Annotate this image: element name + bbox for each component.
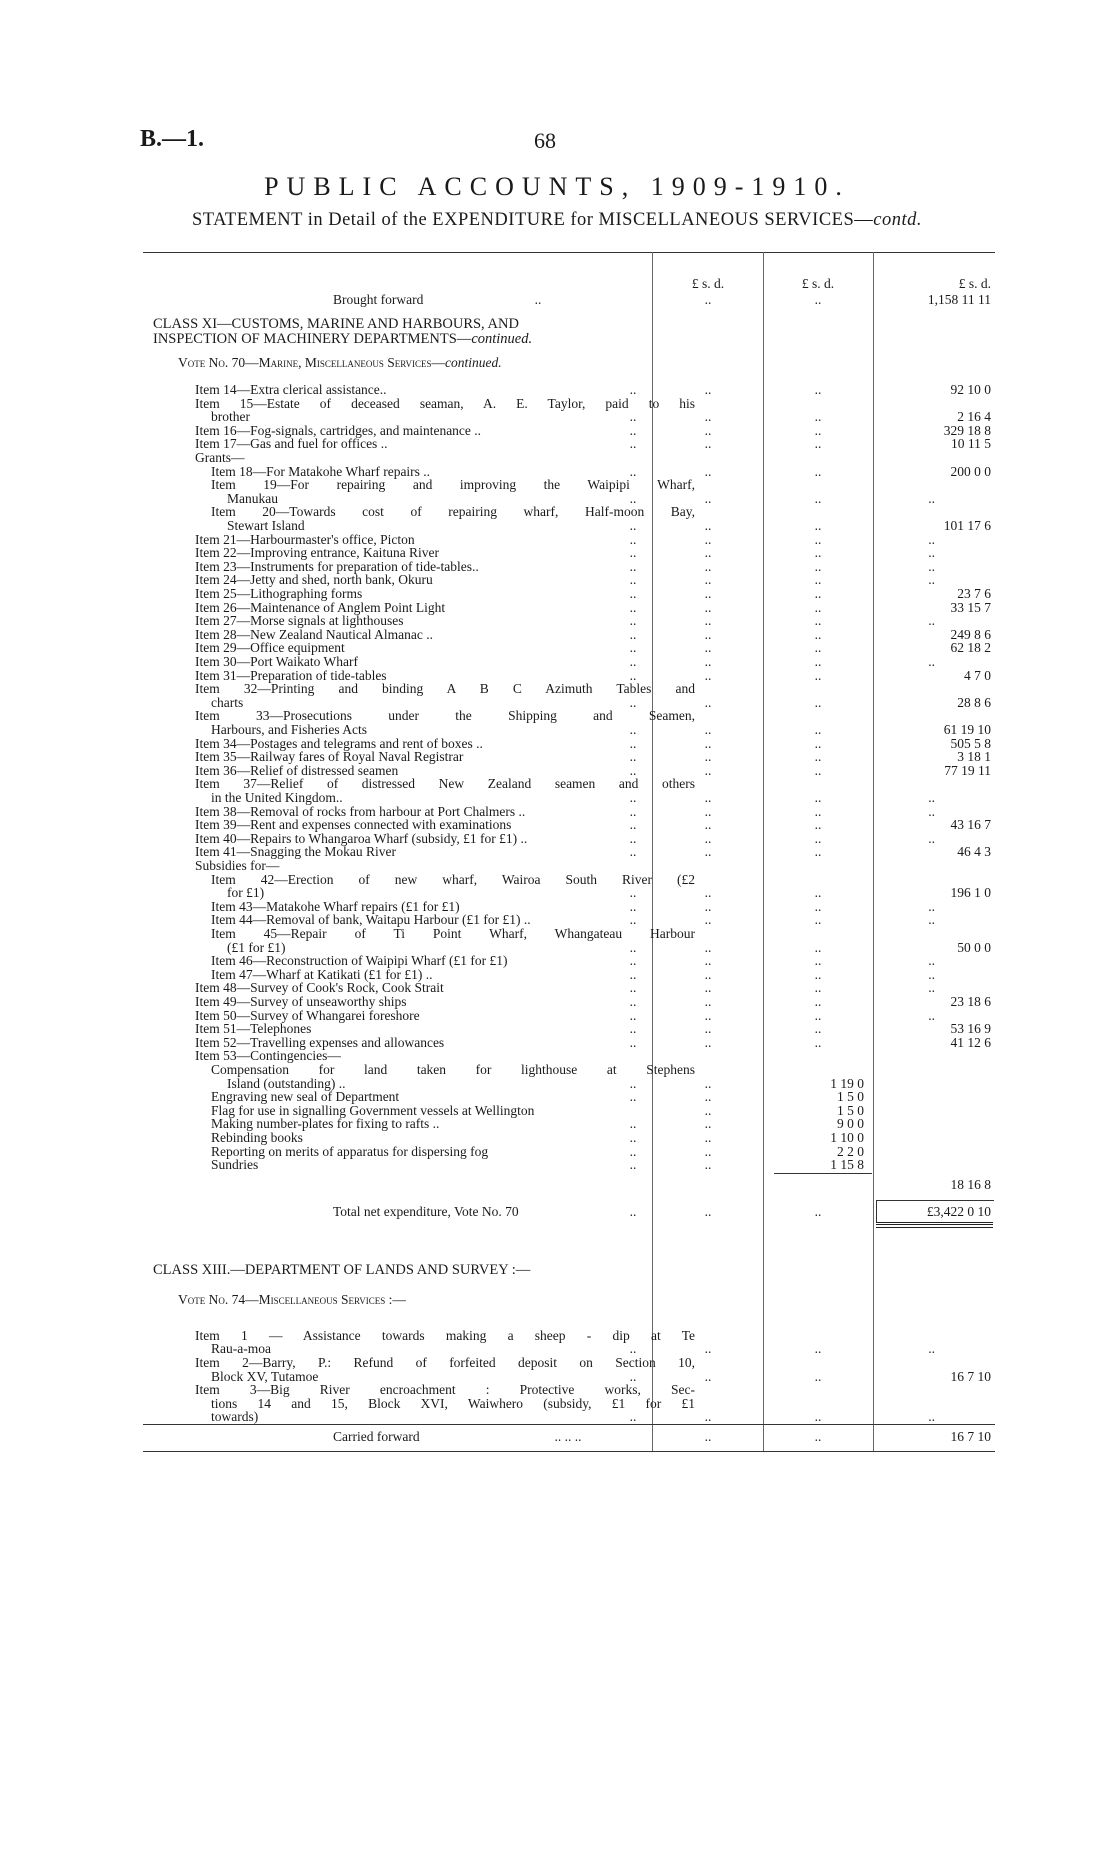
column-2-dots: .. — [814, 1034, 822, 1050]
column-2-dots: .. — [814, 586, 822, 601]
leader-dots: .. — [629, 545, 637, 561]
item-description: in the United Kingdom.. — [211, 790, 343, 805]
item-amount: 77 19 11 — [944, 762, 991, 778]
column-1-dots: .. — [704, 545, 712, 561]
column-2-dots: .. — [814, 817, 822, 833]
column-1-dots: .. — [704, 762, 712, 778]
item-description: Item 48—Survey of Cook's Rock, Cook Strait — [195, 980, 444, 996]
column-2-dots: .. — [814, 735, 822, 751]
column-2-dots: .. — [814, 762, 822, 778]
column-2-dots: .. — [814, 626, 822, 642]
item-description: Item 38—Removal of rocks from harbour at Port Chalmers .. — [195, 803, 526, 819]
leader-dots: .. — [629, 817, 637, 833]
vote-70-contd: continued. — [445, 355, 502, 370]
column-2-dots: .. — [814, 1368, 822, 1384]
item-description: Item 31—Preparation of tide-tables — [195, 667, 387, 683]
item-amount-nil: .. — [928, 531, 935, 547]
expenditure-table — [143, 252, 995, 1451]
item-subamount: 9 0 0 — [837, 1116, 864, 1132]
item-amount: 249 8 6 — [950, 626, 991, 642]
item-subamount: 1 10 0 — [830, 1130, 864, 1145]
column-2-dots: .. — [814, 830, 822, 846]
column-1-dots: .. — [704, 422, 712, 438]
item-description: Item 18—For Matakohe Wharf repairs .. — [211, 463, 431, 479]
item-description: Item 22—Improving entrance, Kaituna River — [195, 545, 440, 561]
table-bottom-rule — [143, 1451, 995, 1452]
column-1-dots: .. — [704, 912, 712, 928]
column-2-dots: .. — [814, 292, 822, 307]
item-description: Item 50—Survey of Whangarei foreshore — [195, 1007, 420, 1023]
column-2-dots: .. — [814, 422, 822, 438]
item-description: Item 34—Postages and telegrams and rent of boxes .. — [195, 735, 483, 751]
leader-dots: .. — [629, 667, 637, 683]
contingencies-total: 18 16 8 — [950, 1176, 991, 1192]
leader-dots: .. — [629, 898, 637, 914]
page-number: 68 — [534, 128, 556, 153]
item-amount-nil: .. — [928, 558, 935, 574]
item-amount: 33 15 7 — [950, 599, 991, 615]
column-2-dots: .. — [814, 749, 822, 765]
item-description: Item 3—Big River encroachment : Protective works, Sec- — [195, 1382, 695, 1398]
page-subtitle — [0, 210, 1114, 231]
brought-forward-value: 1,158 11 11 — [927, 292, 991, 307]
column-header-2: £ s. d. — [801, 276, 835, 291]
leader-dots: .. — [629, 980, 637, 996]
leader-dots: .. — [629, 1034, 637, 1050]
leader-dots: .. — [629, 436, 637, 452]
item-amount-nil: .. — [928, 1409, 935, 1425]
item-description: towards) — [211, 1409, 259, 1425]
leader-dots: .. — [629, 531, 637, 547]
leader-dots: .. — [629, 1143, 637, 1159]
column-1-dots: .. — [704, 640, 712, 656]
leader-dots: .. — [629, 1075, 637, 1091]
item-description: tions 14 and 15, Block XVI, Waiwhero (subsidy, £1 for £1 — [211, 1395, 695, 1411]
column-1-dots: .. — [704, 953, 712, 969]
item-description: Item 45—Repair of Ti Point Wharf, Whangateau Harbour — [211, 926, 695, 941]
leader-dots: .. — [629, 640, 637, 656]
class-xi-line2-contd: continued. — [471, 331, 533, 347]
item-amount: 10 11 5 — [951, 436, 991, 452]
item-description: Making number-plates for fixing to rafts .. — [211, 1116, 440, 1132]
column-2-dots: .. — [814, 980, 822, 996]
leader-dots: .. — [629, 518, 637, 533]
class-xi-line2-text: INSPECTION OF MACHINERY DEPARTMENTS— — [153, 331, 472, 347]
column-1-dots: .. — [704, 1130, 712, 1145]
column-1-dots: .. — [704, 1102, 712, 1118]
column-1-dots: .. — [704, 1341, 712, 1357]
column-1-dots: .. — [704, 558, 712, 574]
item-amount: 2 16 4 — [957, 409, 991, 425]
item-description: Item 32—Printing and binding A B C Azimuth Tables and — [195, 681, 695, 697]
item-description: (£1 for £1) — [227, 939, 286, 955]
item-amount-nil: .. — [928, 803, 935, 819]
item-amount-nil: .. — [928, 1341, 935, 1357]
column-2-dots: .. — [814, 490, 822, 506]
item-amount: 505 5 8 — [950, 735, 991, 751]
column-2-dots: .. — [814, 463, 822, 479]
leader-dots: .. — [629, 1368, 637, 1384]
column-2-dots: .. — [814, 694, 822, 710]
item-description: Item 21—Harbourmaster's office, Picton — [195, 531, 415, 547]
leader-dots: .. — [629, 409, 637, 425]
leader-dots: .. — [629, 803, 637, 819]
column-1-dots: .. — [704, 531, 712, 547]
item-description: Rebinding books — [211, 1130, 303, 1145]
column-2-dots: .. — [814, 1341, 822, 1357]
item-description: Item 16—Fog-signals, cartridges, and maintenance .. — [195, 422, 482, 438]
item-description: Item 52—Travelling expenses and allowances — [195, 1034, 445, 1050]
item-amount-nil: .. — [928, 966, 935, 982]
item-description: Item 1 — Assistance towards making a sheep - dip at Te — [195, 1327, 695, 1343]
item-amount-nil: .. — [928, 572, 935, 588]
total-vote-70-value: £3,422 0 10 — [926, 1203, 991, 1219]
item-description: Item 23—Instruments for preparation of tide-tables.. — [195, 558, 479, 574]
item-description: Rau-a-moa — [211, 1341, 271, 1357]
column-1-dots: .. — [704, 586, 712, 601]
column-1-dots: .. — [704, 626, 712, 642]
column-2-dots: .. — [814, 572, 822, 588]
leader-dots: .. — [629, 558, 637, 574]
column-header-1: £ s. d. — [691, 276, 725, 291]
page-title: PUBLIC ACCOUNTS, 1909-1910. — [264, 172, 850, 201]
column-1-dots: .. — [704, 1203, 712, 1219]
leader-dots: .. — [629, 599, 637, 615]
leader-dots: .. — [629, 463, 637, 479]
item-description: Item 33—Prosecutions under the Shipping and Seamen, — [195, 708, 695, 724]
column-2-dots: .. — [814, 382, 822, 397]
item-description: Item 40—Repairs to Whangaroa Wharf (subsidy, £1 for £1) .. — [195, 830, 528, 846]
item-amount: 101 17 6 — [943, 518, 991, 533]
column-1-dots: .. — [704, 1075, 712, 1091]
column-2-dots: .. — [814, 939, 822, 955]
item-description: Item 27—Morse signals at lighthouses — [195, 613, 404, 629]
column-1-dots: .. — [704, 1429, 712, 1444]
leader-dots: .. — [629, 1341, 637, 1357]
page-id: B.—1. — [140, 126, 205, 152]
item-amount-nil: .. — [928, 898, 935, 914]
total-vote-70-label: Total net expenditure, Vote No. 70 — [333, 1203, 519, 1219]
item-amount: 43 16 7 — [950, 817, 991, 833]
column-2-dots: .. — [814, 640, 822, 656]
class-xiii-heading: CLASS XIII.—DEPARTMENT OF LANDS AND SURVEY :— — [153, 1261, 531, 1278]
leader-dots: .. — [629, 1089, 637, 1105]
item-description: Item 37—Relief of distressed New Zealand seamen and others — [195, 776, 695, 792]
item-amount-nil: .. — [928, 953, 935, 969]
column-2-dots: .. — [814, 994, 822, 1009]
item-subamount: 1 19 0 — [830, 1075, 864, 1091]
item-description: Item 39—Rent and expenses connected with examinations — [195, 817, 512, 833]
column-2-dots: .. — [814, 844, 822, 860]
item-description: Item 28—New Zealand Nautical Almanac .. — [195, 626, 434, 642]
column-1-dots: .. — [704, 939, 712, 955]
column-2-dots: .. — [814, 912, 822, 928]
column-2-dots: .. — [814, 667, 822, 683]
item-description: Item 35—Railway fares of Royal Naval Registrar — [195, 749, 464, 765]
item-description: charts — [211, 694, 244, 710]
vote-70-text: Vote No. 70—Marine, Miscellaneous Services— — [178, 355, 446, 370]
leader-dots: .. — [629, 490, 637, 506]
item-description: Item 53—Contingencies— — [195, 1048, 341, 1064]
column-1-dots: .. — [704, 1368, 712, 1384]
column-1-dots: .. — [704, 667, 712, 683]
column-1-dots: .. — [704, 694, 712, 710]
column-1-dots: .. — [704, 463, 712, 479]
column-2-dots: .. — [814, 518, 822, 533]
leader-dots: .. — [629, 912, 637, 928]
subtitle-main: STATEMENT in Detail of the EXPENDITURE for MISCELLANEOUS SERVICES— — [191, 210, 874, 230]
leader-dots: .. — [534, 292, 542, 307]
item-description: Manukau — [227, 490, 278, 506]
item-description: Item 14—Extra clerical assistance.. — [195, 382, 387, 397]
carried-forward-rule — [143, 1424, 995, 1425]
item-description: Item 17—Gas and fuel for offices .. — [195, 436, 388, 452]
carried-forward-value: 16 7 10 — [950, 1429, 991, 1444]
leader-dots: .. — [629, 1409, 637, 1425]
item-description: Island (outstanding) .. — [227, 1075, 346, 1091]
item-amount: 61 19 10 — [943, 722, 991, 737]
column-1-dots: .. — [704, 803, 712, 819]
item-description: Item 51—Telephones — [195, 1021, 312, 1037]
item-amount-nil: .. — [928, 613, 935, 629]
column-2-dots: .. — [814, 1007, 822, 1023]
vote-74-heading: Vote No. 74—Miscellaneous Services :— — [178, 1291, 406, 1307]
item-amount: 23 18 6 — [950, 994, 991, 1009]
leader-dots: .. — [629, 762, 637, 778]
leader-dots: .. — [629, 1157, 637, 1173]
column-1-dots: .. — [704, 830, 712, 846]
column-1-dots: .. — [704, 1143, 712, 1159]
item-amount-nil: .. — [928, 545, 935, 561]
leader-dots: .. — [629, 1203, 637, 1219]
item-description: Sundries — [211, 1157, 259, 1173]
column-1-dots: .. — [704, 735, 712, 751]
column-2-dots: .. — [814, 654, 822, 669]
subtotal-rule — [774, 1173, 872, 1174]
column-1-dots: .. — [704, 1157, 712, 1173]
leader-dots: .. — [629, 572, 637, 588]
item-amount: 53 16 9 — [950, 1021, 991, 1037]
item-amount: 16 7 10 — [950, 1368, 991, 1384]
column-1-dots: .. — [704, 790, 712, 805]
item-amount: 41 12 6 — [950, 1034, 991, 1050]
column-2-dots: .. — [814, 722, 822, 737]
column-2-dots: .. — [814, 898, 822, 914]
item-amount-nil: .. — [928, 912, 935, 928]
item-description: Item 30—Port Waikato Wharf — [195, 654, 359, 669]
leader-dots: .. — [629, 382, 637, 397]
item-description: Item 20—Towards cost of repairing wharf, Half-moon Bay, — [211, 504, 695, 520]
item-description: Item 47—Wharf at Katikati (£1 for £1) .. — [211, 966, 433, 982]
item-description: for £1) — [227, 885, 265, 901]
brought-forward-label: Brought forward — [333, 292, 424, 307]
item-amount-nil: .. — [928, 830, 935, 846]
item-description: Compensation for land taken for lighthouse at Stephens — [211, 1062, 695, 1077]
item-amount-nil: .. — [928, 980, 935, 996]
column-1-dots: .. — [704, 599, 712, 615]
column-1-dots: .. — [704, 722, 712, 737]
item-description: brother — [211, 409, 250, 425]
column-1-dots: .. — [704, 898, 712, 914]
leader-dots: .. — [629, 694, 637, 710]
item-description: Harbours, and Fisheries Acts — [211, 722, 367, 737]
item-description: Item 15—Estate of deceased seaman, A. E. Taylor, paid to his — [195, 395, 695, 411]
subtitle-contd: contd. — [873, 210, 922, 230]
item-subamount: 2 2 0 — [837, 1143, 864, 1159]
item-description: Item 46—Reconstruction of Waipipi Wharf (£1 for £1) — [211, 953, 508, 969]
leader-dots: .. — [629, 966, 637, 982]
column-1-dots: .. — [704, 1034, 712, 1050]
leader-dots: .. — [629, 654, 637, 669]
leader-dots: .. — [629, 626, 637, 642]
leader-dots: .. — [629, 994, 637, 1009]
total-double-rule — [876, 1222, 993, 1225]
column-2-dots: .. — [814, 790, 822, 805]
column-2-dots: .. — [814, 436, 822, 452]
column-1-dots: .. — [704, 518, 712, 533]
leader-dots: .. — [629, 885, 637, 901]
column-1-dots: .. — [704, 436, 712, 452]
column-2-dots: .. — [814, 599, 822, 615]
item-amount: 50 0 0 — [957, 939, 991, 955]
item-description: Item 49—Survey of unseaworthy ships — [195, 994, 407, 1009]
item-amount: 200 0 0 — [950, 463, 991, 479]
leader-dots: .. — [629, 1130, 637, 1145]
item-description: Block XV, Tutamoe — [211, 1368, 319, 1384]
column-1-dots: .. — [704, 1409, 712, 1425]
item-subamount: 1 5 0 — [837, 1089, 864, 1105]
column-2-dots: .. — [814, 1429, 822, 1444]
item-description: Item 26—Maintenance of Anglem Point Light — [195, 599, 446, 615]
leader-dots: .. — [629, 790, 637, 805]
item-description: Item 42—Erection of new wharf, Wairoa South River (£2 — [211, 871, 695, 887]
item-description: Item 2—Barry, P.: Refund of forfeited deposit on Section 10, — [195, 1355, 695, 1370]
item-description: Grants— — [195, 450, 245, 465]
leader-dots: .. — [629, 722, 637, 737]
item-amount: 4 7 0 — [964, 667, 991, 683]
class-xi-heading-line-1: CLASS XI—CUSTOMS, MARINE AND HARBOURS, AND — [153, 316, 519, 332]
column-1-dots: .. — [704, 1021, 712, 1037]
column-1-dots: .. — [704, 885, 712, 901]
item-amount: 329 18 8 — [943, 422, 991, 438]
leader-dots: .. — [629, 1007, 637, 1023]
item-description: Item 41—Snagging the Mokau River — [195, 844, 396, 860]
item-amount: 28 8 6 — [957, 694, 991, 710]
item-amount: 92 10 0 — [950, 382, 991, 397]
item-description: Engraving new seal of Department — [211, 1089, 400, 1105]
column-1-dots: .. — [704, 572, 712, 588]
column-2-dots: .. — [814, 409, 822, 425]
column-2-dots: .. — [814, 531, 822, 547]
column-1-dots: .. — [704, 1007, 712, 1023]
column-1-dots: .. — [704, 409, 712, 425]
item-amount: 3 18 1 — [957, 749, 991, 765]
column-1-dots: .. — [704, 292, 712, 307]
column-1-dots: .. — [704, 490, 712, 506]
column-2-dots: .. — [814, 558, 822, 574]
item-amount-nil: .. — [928, 1007, 935, 1023]
column-2-dots: .. — [814, 885, 822, 901]
item-description: Item 25—Lithographing forms — [195, 586, 363, 601]
column-1-dots: .. — [704, 844, 712, 860]
item-amount: 62 18 2 — [950, 640, 991, 656]
item-amount: 46 4 3 — [957, 844, 991, 860]
leader-dots: .. — [629, 613, 637, 629]
item-description: Item 19—For repairing and improving the Waipipi Wharf, — [211, 477, 695, 493]
item-amount-nil: .. — [928, 654, 935, 669]
column-1-dots: .. — [704, 613, 712, 629]
column-2-dots: .. — [814, 1203, 822, 1219]
leader-dots: .. — [629, 586, 637, 601]
leader-dots: .. — [629, 953, 637, 969]
item-subamount: 1 15 8 — [830, 1157, 864, 1173]
item-description: Item 43—Matakohe Wharf repairs (£1 for £1) — [211, 898, 460, 914]
column-2-dots: .. — [814, 1409, 822, 1425]
table-top-rule — [143, 252, 995, 253]
leader-dots: .. — [629, 422, 637, 438]
item-amount-nil: .. — [928, 790, 935, 805]
total-underline — [876, 1227, 993, 1228]
item-description: Item 36—Relief of distressed seamen — [195, 762, 399, 778]
leader-dots: .. — [629, 844, 637, 860]
carried-forward-label: Carried forward — [333, 1429, 420, 1444]
leader-dots: .. — [629, 1021, 637, 1037]
item-amount-nil: .. — [928, 490, 935, 506]
item-description: Flag for use in signalling Government vessels at Wellington — [211, 1102, 535, 1118]
item-description: Item 24—Jetty and shed, north bank, Okuru — [195, 572, 433, 588]
leader-dots: .. .. .. — [554, 1429, 582, 1444]
vote-70-heading — [178, 355, 502, 371]
column-2-dots: .. — [814, 545, 822, 561]
column-2-dots: .. — [814, 1021, 822, 1037]
item-description: Item 29—Office equipment — [195, 640, 345, 656]
item-amount: 196 1 0 — [950, 885, 991, 901]
column-2-dots: .. — [814, 966, 822, 982]
leader-dots: .. — [629, 830, 637, 846]
item-description: Item 44—Removal of bank, Waitapu Harbour (£1 for £1) .. — [211, 912, 531, 928]
column-2-dots: .. — [814, 803, 822, 819]
column-1-dots: .. — [704, 980, 712, 996]
item-description: Subsidies for— — [195, 858, 280, 873]
leader-dots: .. — [629, 939, 637, 955]
item-description: Reporting on merits of apparatus for dispersing fog — [211, 1143, 489, 1159]
leader-dots: .. — [629, 749, 637, 765]
column-1-dots: .. — [704, 817, 712, 833]
column-1-dots: .. — [704, 654, 712, 669]
column-1-dots: .. — [704, 382, 712, 397]
class-xi-heading-line-2 — [153, 331, 532, 347]
item-description: Stewart Island — [227, 518, 305, 533]
column-1-dots: .. — [704, 1116, 712, 1132]
column-1-dots: .. — [704, 1089, 712, 1105]
item-subamount: 1 5 0 — [837, 1102, 864, 1118]
column-1-dots: .. — [704, 966, 712, 982]
column-2-dots: .. — [814, 953, 822, 969]
column-1-dots: .. — [704, 994, 712, 1009]
column-header-3: £ s. d. — [958, 276, 991, 291]
column-1-dots: .. — [704, 749, 712, 765]
leader-dots: .. — [629, 1116, 637, 1132]
leader-dots: .. — [629, 735, 637, 751]
item-amount: 23 7 6 — [957, 586, 991, 601]
column-2-dots: .. — [814, 613, 822, 629]
